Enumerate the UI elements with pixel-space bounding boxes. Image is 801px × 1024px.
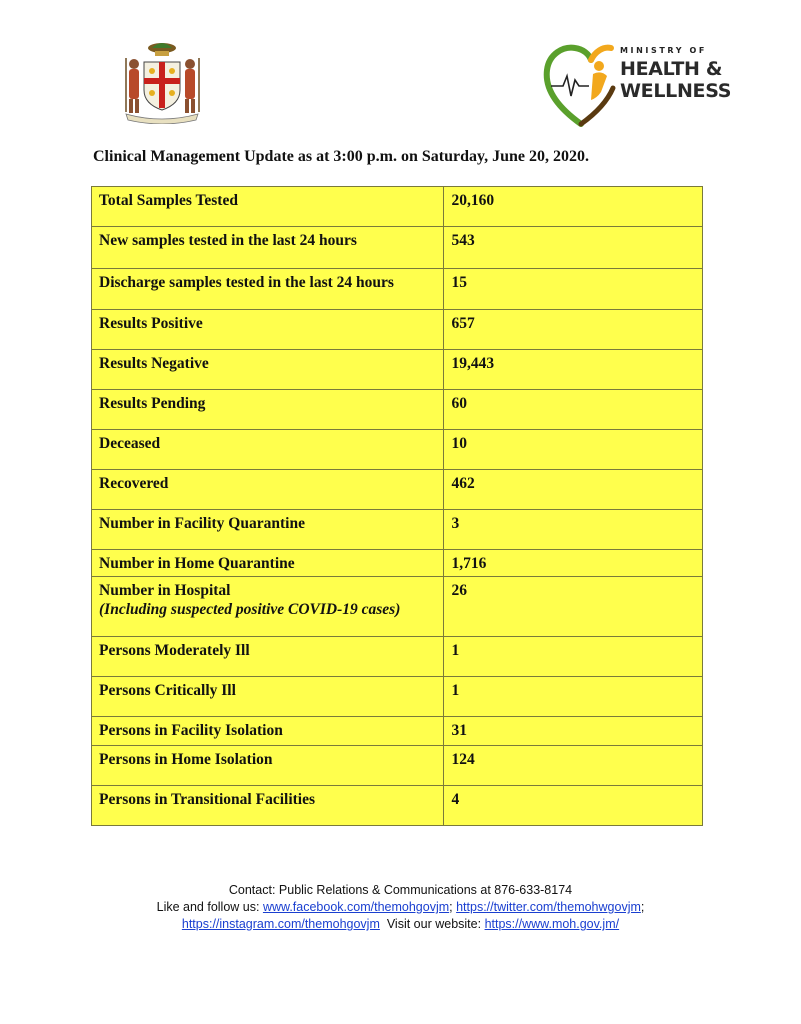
row-label: Results Pending	[92, 390, 444, 430]
website-line	[0, 916, 801, 933]
twitter-link[interactable]: https://twitter.com/themohwgovjm	[456, 900, 641, 914]
table-row	[92, 677, 703, 717]
row-label-main: Number in Hospital	[99, 582, 231, 599]
row-label: Persons in Transitional Facilities	[92, 786, 444, 826]
website-link[interactable]: https://www.moh.gov.jm/	[484, 917, 620, 931]
ministry-name-line1: HEALTH &	[620, 58, 723, 80]
row-label: Discharge samples tested in the last 24 hours	[92, 269, 444, 310]
table-row	[92, 717, 703, 746]
table-row	[92, 510, 703, 550]
facebook-link[interactable]: www.facebook.com/themohgovjm	[262, 900, 450, 914]
instagram-link[interactable]: https://instagram.com/themohgovjm	[181, 917, 380, 931]
separator: ;	[449, 900, 457, 914]
row-label: Deceased	[92, 430, 444, 470]
row-label: Persons in Home Isolation	[92, 746, 444, 786]
table-row	[92, 310, 703, 350]
row-value: 657	[444, 310, 703, 350]
row-value: 3	[444, 510, 703, 550]
row-value: 31	[444, 717, 703, 746]
separator: ;	[640, 900, 645, 914]
row-label: Recovered	[92, 470, 444, 510]
table-row	[92, 390, 703, 430]
ministry-name-line2: WELLNESS	[620, 80, 732, 102]
row-value: 4	[444, 786, 703, 826]
table-row	[92, 577, 703, 637]
follow-prefix: Like and follow us:	[156, 900, 263, 914]
row-value: 15	[444, 269, 703, 310]
row-value: 10	[444, 430, 703, 470]
social-line	[0, 899, 801, 916]
row-value: 1	[444, 677, 703, 717]
statistics-table	[91, 186, 703, 826]
table-row	[92, 430, 703, 470]
ministry-label: MINISTRY OF	[620, 46, 707, 55]
row-label: Results Positive	[92, 310, 444, 350]
row-label: Persons Critically Ill	[92, 677, 444, 717]
table-row	[92, 786, 703, 826]
row-label	[92, 577, 444, 637]
coat-of-arms-logo	[112, 38, 212, 124]
row-value: 60	[444, 390, 703, 430]
page-title: Clinical Management Update as at 3:00 p.m. on Saturday, June 20, 2020.	[93, 148, 590, 165]
table-row	[92, 350, 703, 390]
row-value: 1	[444, 637, 703, 677]
row-value: 20,160	[444, 187, 703, 227]
row-label: Persons Moderately Ill	[92, 637, 444, 677]
footer-contact	[0, 882, 801, 933]
row-label: Persons in Facility Isolation	[92, 717, 444, 746]
row-sublabel: (Including suspected positive COVID-19 cases)	[99, 601, 401, 618]
row-value: 124	[444, 746, 703, 786]
row-label: Results Negative	[92, 350, 444, 390]
row-value: 543	[444, 227, 703, 269]
table-row	[92, 637, 703, 677]
table-row	[92, 746, 703, 786]
table-row	[92, 269, 703, 310]
row-value: 1,716	[444, 550, 703, 577]
website-prefix: Visit our website:	[379, 917, 485, 931]
table-row	[92, 187, 703, 227]
row-value: 19,443	[444, 350, 703, 390]
row-value: 26	[444, 577, 703, 637]
ministry-name	[620, 58, 731, 102]
table-row	[92, 227, 703, 269]
row-label: Number in Facility Quarantine	[92, 510, 444, 550]
contact-line: Contact: Public Relations & Communications at 876-633-8174	[228, 883, 573, 897]
table-row	[92, 550, 703, 577]
row-value: 462	[444, 470, 703, 510]
row-label: Total Samples Tested	[92, 187, 444, 227]
row-label: New samples tested in the last 24 hours	[92, 227, 444, 269]
row-label: Number in Home Quarantine	[92, 550, 444, 577]
table-row	[92, 470, 703, 510]
